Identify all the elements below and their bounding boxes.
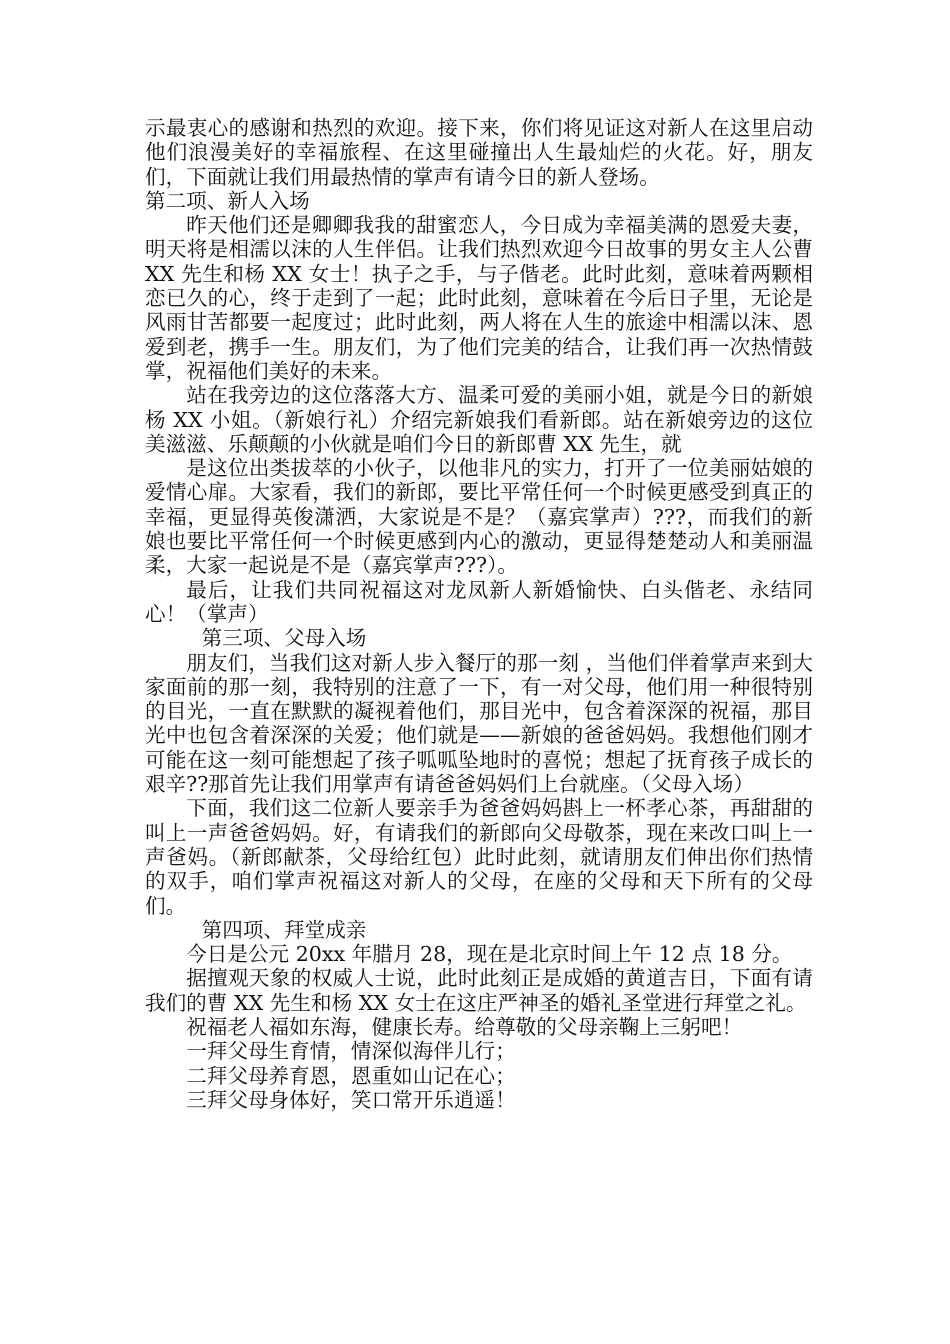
document-body — [145, 116, 813, 1112]
paragraph-groom-intro: 是这位出类拔萃的小伙子，以他非凡的实力，打开了一位美丽姑娘的爱情心扉。大家看，我们的新郎，要比平常任何一个时候更感受到真正的幸福，更显得英俊潇洒，大家说是不是？（嘉宾掌声）???，而我们的新娘也要比平常任何一个时候更感到内心的激动，更显得楚楚动人和美丽温柔，大家一起说是不是（嘉宾掌声???）。 — [145, 456, 813, 578]
section-heading-couple-entrance: 第二项、新人入场 — [145, 188, 310, 213]
paragraph-blessing: 最后，让我们共同祝福这对龙凤新人新婚愉快、白头偕老、永结同心！（掌声） — [145, 577, 813, 626]
paragraph-bless-elders: 祝福老人福如东海，健康长寿。给尊敬的父母亲鞠上三躬吧！ — [186, 1014, 743, 1039]
paragraph-bride-intro: 站在我旁边的这位落落大方、温柔可爱的美丽小姐，就是今日的新娘杨 XX 小姐。（新娘行礼）介绍完新娘我们看新郎。站在新娘旁边的这位美滋滋、乐颠颠的小伙就是咱们今日的新郎曹 XX 先生，就 — [145, 383, 813, 456]
paragraph-third-bow: 三拜父母身体好，笑口常开乐逍遥！ — [186, 1087, 516, 1112]
paragraph-couple-intro: 昨天他们还是卿卿我我的甜蜜恋人，今日成为幸福美满的恩爱夫妻，明天将是相濡以沫的人生伴侣。让我们热烈欢迎今日故事的男女主人公曹 XX 先生和杨 XX 女士！执子之手，与子偕老。此时此刻，意味着两颗相恋已久的心，终于走到了一起；此时此刻，意味着在今后日子里，无论是风雨甘苦都要一起度过；此时此刻，两人将在人生的旅途中相濡以沫、恩爱到老，携手一生。朋友们，为了他们完美的结合，让我们再一次热情鼓掌，祝福他们美好的未来。 — [145, 213, 813, 383]
section-heading-worship: 第四项、拜堂成亲 — [201, 917, 367, 942]
paragraph-parents-intro: 朋友们，当我们这对新人步入餐厅的那一刻 ，当他们伴着掌声来到大家面前的那一刻，我特别的注意了一下，有一对父母，他们用一种很特别的目光，一直在默默的凝视着他们，那目光中，包含着深深的祝福，那目光中也包含着深深的关爱；他们就是——新娘的爸爸妈妈。我想他们刚才可能在这一刻可能想起了孩子呱呱坠地时的喜悦；想起了抚育孩子成长的艰辛??那首先让我们用掌声有请爸爸妈妈们上台就座。（父母入场） — [145, 650, 813, 797]
section-heading-parents-entrance: 第三项、父母入场 — [201, 626, 367, 651]
paragraph-tea-ceremony: 下面，我们这二位新人要亲手为爸爸妈妈斟上一杯孝心茶，再甜甜的叫上一声爸爸妈妈。好，有请我们的新郎向父母敬茶，现在来改口叫上一声爸妈。（新郎献茶，父母给红包）此时此刻，就请朋友们伸出你们热情的双手，咱们掌声祝福这对新人的父母，在座的父母和天下所有的父母们。 — [145, 796, 813, 918]
paragraph-first-bow: 一拜父母生育情，情深似海伴儿行； — [186, 1039, 516, 1064]
paragraph-welcome: 示最衷心的感谢和热烈的欢迎。接下来，你们将见证这对新人在这里启动他们浪漫美好的幸福旅程、在这里碰撞出人生最灿烂的火花。好，朋友们，下面就让我们用最热情的掌声有请今日的新人登场。 — [145, 116, 813, 189]
paragraph-second-bow: 二拜父母养育恩，恩重如山记在心； — [186, 1063, 516, 1088]
paragraph-date-time: 今日是公元 20xx 年腊月 28，现在是北京时间上午 12 点 18 分。 — [186, 942, 793, 967]
paragraph-auspicious-day: 据擅观天象的权威人士说，此时此刻正是成婚的黄道吉日，下面有请我们的曹 XX 先生和杨 XX 女士在这庄严神圣的婚礼圣堂进行拜堂之礼。 — [145, 966, 813, 1015]
